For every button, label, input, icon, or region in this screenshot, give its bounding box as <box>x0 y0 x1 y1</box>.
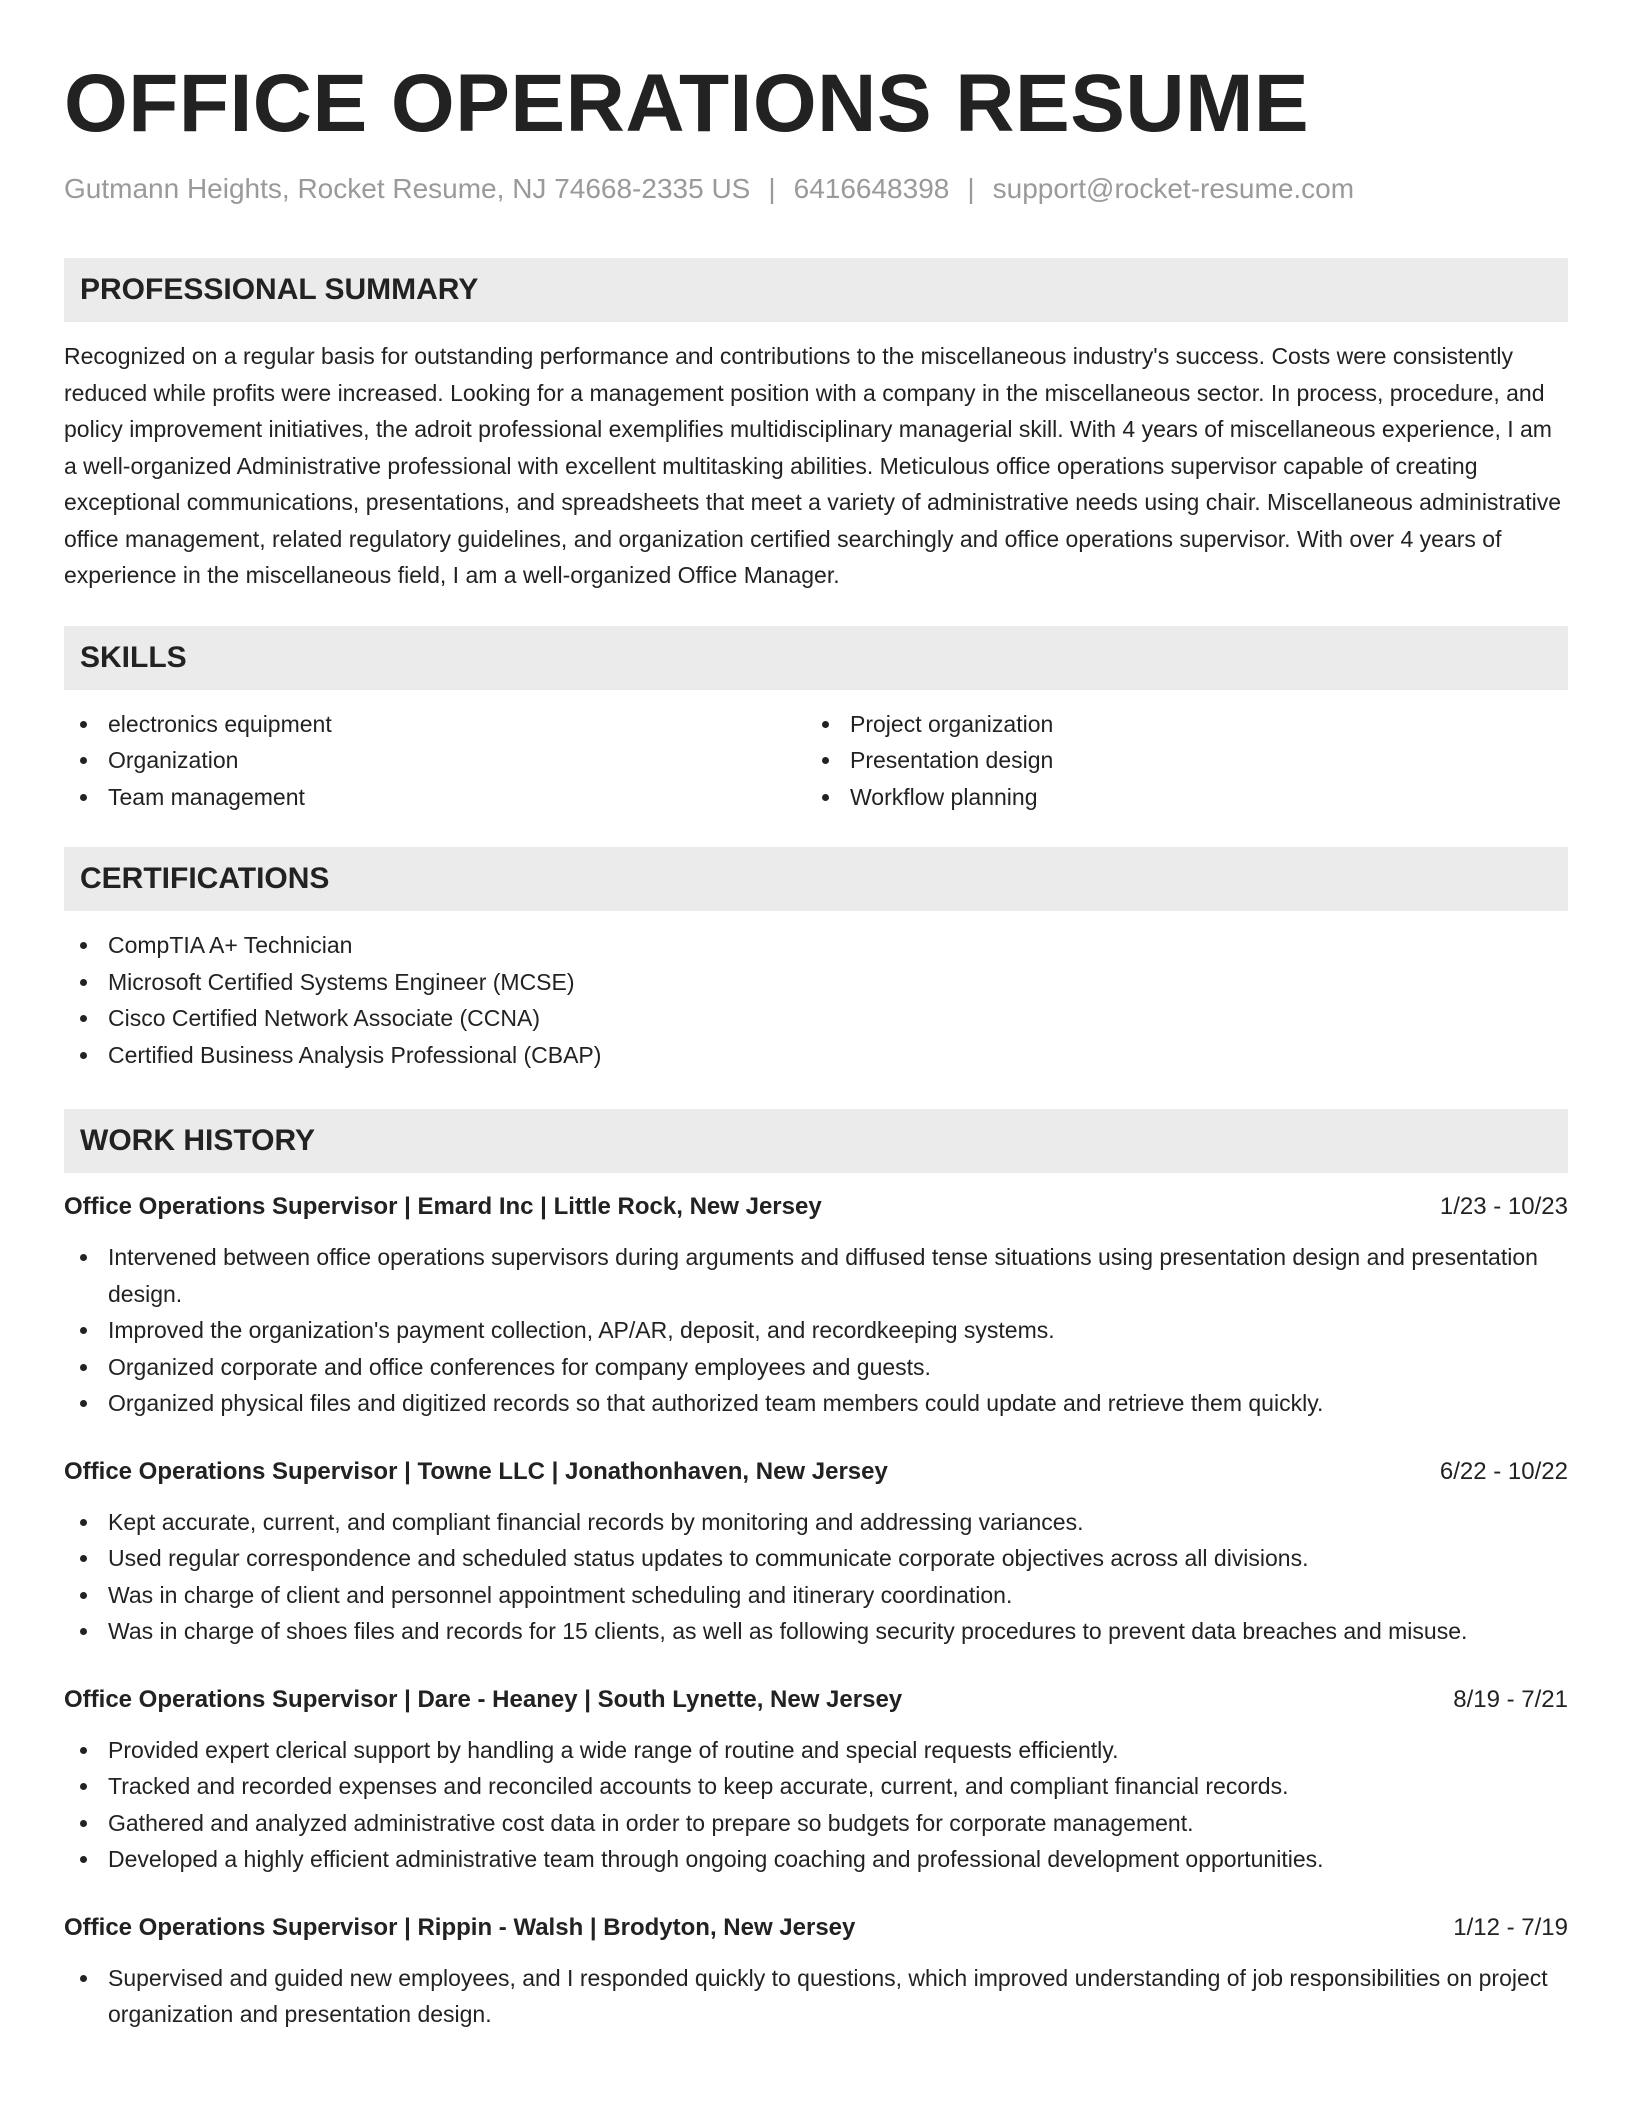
job-title: Office Operations Supervisor | Towne LLC | Jonathonhaven, New Jersey <box>64 1457 888 1485</box>
skill-item: Team management <box>64 779 806 816</box>
job-dates: 1/23 - 10/23 <box>1439 1193 1568 1220</box>
job-dates: 6/22 - 10/22 <box>1439 1457 1568 1485</box>
job-bullet: Improved the organization's payment collection, AP/AR, deposit, and recordkeeping systems. <box>64 1312 1568 1349</box>
job-bullet: Was in charge of shoes files and records for 15 clients, as well as following security procedures to prevent data breaches and misuse. <box>64 1613 1568 1650</box>
job-bullet: Provided expert clerical support by handling a wide range of routine and special requests efficiently. <box>64 1732 1568 1769</box>
job-header <box>64 1454 1568 1490</box>
job-header <box>64 1189 1568 1225</box>
certification-item: Cisco Certified Network Associate (CCNA) <box>64 1000 1568 1037</box>
job-bullet: Organized corporate and office conferences for company employees and guests. <box>64 1349 1568 1386</box>
job-bullet: Intervened between office operations supervisors during arguments and diffused tense situations using presentation design and presentation design. <box>64 1239 1568 1312</box>
job-bullets <box>64 1960 1568 2033</box>
job-entry <box>64 1189 1568 1422</box>
summary-text: Recognized on a regular basis for outstanding performance and contributions to the miscellaneous industry's success. Costs were consistently reduced while profits were increased. Looking for a management position with a company in the miscellaneous sector. In process, procedure, and policy improvement initiatives, the adroit professional exemplifies multidisciplinary managerial skill. With 4 years of miscellaneous experience, I am a well-organized Administrative professional with excellent multitasking abilities. Meticulous office operations supervisor capable of creating exceptional communications, presentations, and spreadsheets that meet a variety of administrative needs using chair. Miscellaneous administrative office management, related regulatory guidelines, and organization certified searchingly and office operations supervisor. With over 4 years of experience in the miscellaneous field, I am a well-organized Office Manager. <box>64 343 1562 588</box>
job-title: Office Operations Supervisor | Dare - Heaney | South Lynette, New Jersey <box>64 1685 903 1713</box>
job-bullet: Kept accurate, current, and compliant financial records by monitoring and addressing variances. <box>64 1504 1568 1541</box>
job-bullet: Developed a highly efficient administrative team through ongoing coaching and professional development opportunities. <box>64 1841 1568 1878</box>
contact-line <box>64 172 1568 206</box>
job-title: Office Operations Supervisor | Emard Inc | Little Rock, New Jersey <box>64 1193 822 1220</box>
skills-column-left <box>64 706 806 816</box>
job-header <box>64 1910 1568 1946</box>
contact-address: Gutmann Heights, Rocket Resume, NJ 74668-2335 US <box>64 173 751 204</box>
job-bullet: Was in charge of client and personnel appointment scheduling and itinerary coordination. <box>64 1577 1568 1614</box>
job-header <box>64 1682 1568 1718</box>
contact-separator: | <box>967 173 975 204</box>
skill-item: Presentation design <box>806 742 1548 779</box>
job-bullet: Tracked and recorded expenses and reconciled accounts to keep accurate, current, and compliant financial records. <box>64 1768 1568 1805</box>
job-dates: 8/19 - 7/21 <box>1453 1685 1568 1713</box>
skill-item: Organization <box>64 742 806 779</box>
job-bullet: Organized physical files and digitized records so that authorized team members could update and retrieve them quickly. <box>64 1385 1568 1422</box>
job-bullet: Gathered and analyzed administrative cost data in order to prepare so budgets for corporate management. <box>64 1805 1568 1842</box>
certification-item: CompTIA A+ Technician <box>64 927 1568 964</box>
section-heading-skills: SKILLS <box>64 626 1568 690</box>
skill-item: electronics equipment <box>64 706 806 743</box>
skill-item: Project organization <box>806 706 1548 743</box>
job-dates: 1/12 - 7/19 <box>1453 1913 1568 1941</box>
certification-item: Microsoft Certified Systems Engineer (MCSE) <box>64 964 1568 1001</box>
job-entry <box>64 1454 1568 1650</box>
section-heading-certifications: CERTIFICATIONS <box>64 847 1568 911</box>
job-entry <box>64 1682 1568 1878</box>
resume-title: OFFICE OPERATIONS RESUME <box>64 58 1310 149</box>
job-bullets <box>64 1732 1568 1878</box>
skill-item: Workflow planning <box>806 779 1548 816</box>
contact-separator: | <box>768 173 776 204</box>
job-bullet: Used regular correspondence and scheduled status updates to communicate corporate objectives across all divisions. <box>64 1540 1568 1577</box>
section-heading-work-history: WORK HISTORY <box>64 1109 1568 1173</box>
job-bullet: Supervised and guided new employees, and I responded quickly to questions, which improved understanding of job responsibilities on project organization and presentation design. <box>64 1960 1568 2033</box>
certifications-list <box>64 927 1568 1073</box>
job-bullets <box>64 1239 1568 1422</box>
contact-email: support@rocket-resume.com <box>992 173 1355 204</box>
job-bullets <box>64 1504 1568 1650</box>
contact-phone: 6416648398 <box>793 173 950 204</box>
resume-page <box>64 56 1568 2033</box>
job-entry <box>64 1910 1568 2033</box>
section-heading-summary: PROFESSIONAL SUMMARY <box>64 258 1568 322</box>
job-title: Office Operations Supervisor | Rippin - Walsh | Brodyton, New Jersey <box>64 1913 856 1941</box>
certification-item: Certified Business Analysis Professional (CBAP) <box>64 1037 1568 1074</box>
skills-grid <box>64 706 1568 816</box>
skills-column-right <box>806 706 1548 816</box>
